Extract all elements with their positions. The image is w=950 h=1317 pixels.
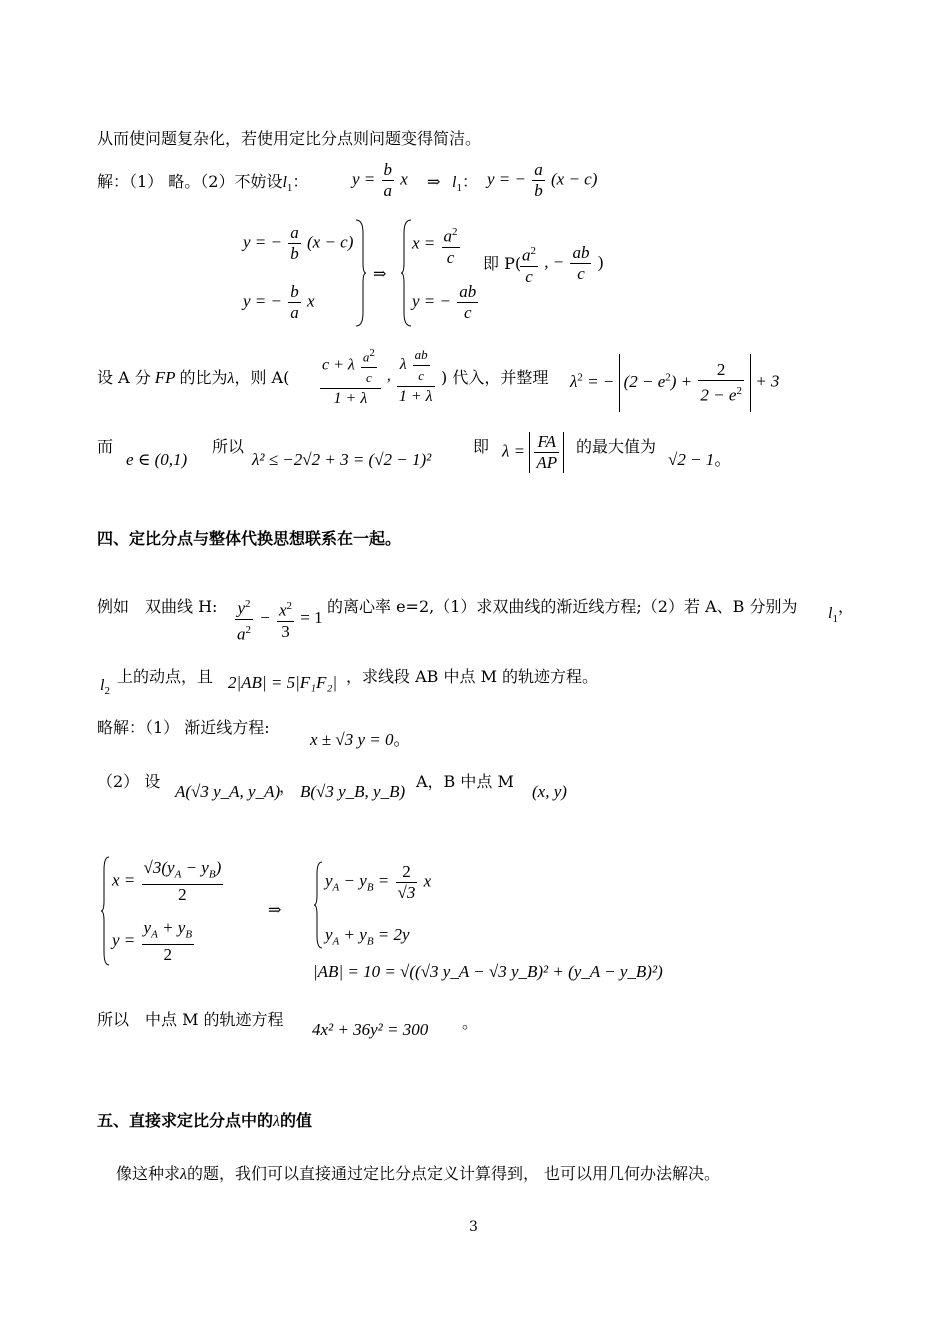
system1-res2: y = − $\frac{ab}{c}$: [412, 282, 477, 322]
left-brace-icon: [313, 860, 323, 950]
point-p-coords: $\frac{a^2}{c}$ , − $\frac{ab}{c}$ ): [518, 241, 603, 287]
conclusion-so: 所以: [212, 437, 245, 456]
answer-equation: 4x² + 36y² = 300: [312, 1020, 429, 1039]
left-brace-icon: [400, 218, 412, 328]
system2-x: x = $\frac{√3(y_A - y_B)}{2}$: [112, 858, 222, 905]
section5-body: 像这种求λ的题，我们可以直接通过定比分点定义计算得到， 也可以用几何办法解决。: [116, 1164, 721, 1183]
comma: ，: [279, 777, 296, 796]
system1-eq1: y = − $\frac{a}{b}$ (x − c): [243, 223, 354, 263]
brief-label: 略解：（1） 渐近线方程:: [97, 718, 270, 737]
conclusion-and: 而: [97, 437, 114, 456]
max-value-text: 的最大值为: [576, 437, 657, 456]
right-brace-icon: [355, 218, 367, 328]
lambda-inequality: λ² ≤ −2√2 + 3 = (√2 − 1)²: [252, 450, 432, 469]
substitute-text: ) 代入，并整理: [441, 368, 549, 387]
point-p-label: 即 P(: [483, 254, 522, 273]
system2-res2: $y_A + y_B = 2y$: [325, 925, 410, 948]
l2-label: $l_2$: [100, 677, 110, 698]
colon: ：: [292, 172, 309, 191]
ratio-line: 设 A 分 FP 的比为λ，则 A(: [97, 368, 290, 387]
midpoint-label: A，B 中点 M: [416, 772, 514, 791]
ab-condition: 2|AB| = 5|F₁F₂|: [228, 673, 338, 692]
system1-eq2: y = − $\frac{b}{a}$ x: [243, 282, 315, 322]
answer-period: 。: [462, 1013, 479, 1032]
l1b-equation: y = − $\frac{a}{b}$ (x − c): [487, 160, 598, 200]
solution-line: [97, 172, 308, 198]
page-number: 3: [469, 1219, 478, 1235]
asymptote-equation: x ± √3 y = 0。: [310, 730, 411, 749]
section4-title: 四、定比分点与整体代换思想联系在一起。: [97, 529, 402, 548]
l1-subscript: 1: [286, 182, 293, 195]
example-prefix: 例如 双曲线 H:: [97, 597, 218, 616]
ab-length: |AB| = 10 = √((√3 y_A − √3 y_B)² + (y_A − y_B)²): [313, 962, 663, 981]
system1-res1: x = $\frac{a^2}{c}$: [412, 222, 462, 268]
l1-symbol: l: [282, 174, 287, 191]
lambda-ratio: λ = $\frac{FA}{AP}$: [502, 432, 564, 473]
point-a-coords: c + λ $\frac{a^2}{c}$ 1 + λ , λ $\frac{ab}{c}$ 1 + λ: [318, 343, 437, 409]
system2-arrow: ⇒: [268, 900, 282, 919]
lambda-result: $\lambda^2$ = − $(2 - e^2)$ + $\frac{2}{2 - e^2}$ + 3: [570, 354, 779, 412]
point-b: B(√3 y_B, y_B): [300, 782, 406, 801]
l1-label: $l_1$，: [828, 597, 854, 626]
example-text: 的离心率 e=2,（1）求双曲线的渐近线方程;（2）若 A、B 分别为: [327, 597, 798, 616]
system2-y: y = $\frac{y_A + y_B}{2}$: [112, 918, 193, 965]
l1-equation: y = $\frac{b}{a}$ x: [352, 160, 408, 200]
line2-tail: ，求线段 AB 中点 M 的轨迹方程。: [346, 667, 599, 686]
intro-text: 从而使问题复杂化，若使用定比分点则问题变得简洁。: [97, 129, 482, 148]
line2-text: 上的动点，且: [117, 667, 214, 686]
section5-title: 五、直接求定比分点中的λ的值: [97, 1111, 312, 1130]
point-a: A(√3 y_A, y_A): [175, 782, 281, 801]
left-brace-icon: [100, 855, 110, 967]
implies-arrow: ⇒: [427, 172, 441, 191]
system1-arrow: ⇒: [373, 264, 387, 283]
hyperbola-equation: $\frac{y^2}{a^2}$ − $\frac{x^2}{3}$ = 1: [233, 594, 323, 644]
answer-label: 所以 中点 M 的轨迹方程: [97, 1010, 284, 1029]
max-value: √2 − 1。: [668, 450, 732, 469]
part2-label: （2） 设: [97, 772, 161, 791]
l1b-symbol: $l_1$：: [452, 172, 478, 195]
solution-label: 解：（1） 略。（2）不妨设: [97, 172, 283, 191]
conclusion-namely: 即: [473, 437, 490, 456]
e-range: e ∈ (0,1): [126, 450, 188, 469]
midpoint: (x, y): [532, 782, 567, 801]
system2-res1: $y_A - y_B$ = $\frac{2}{√3}$ x: [325, 862, 432, 902]
